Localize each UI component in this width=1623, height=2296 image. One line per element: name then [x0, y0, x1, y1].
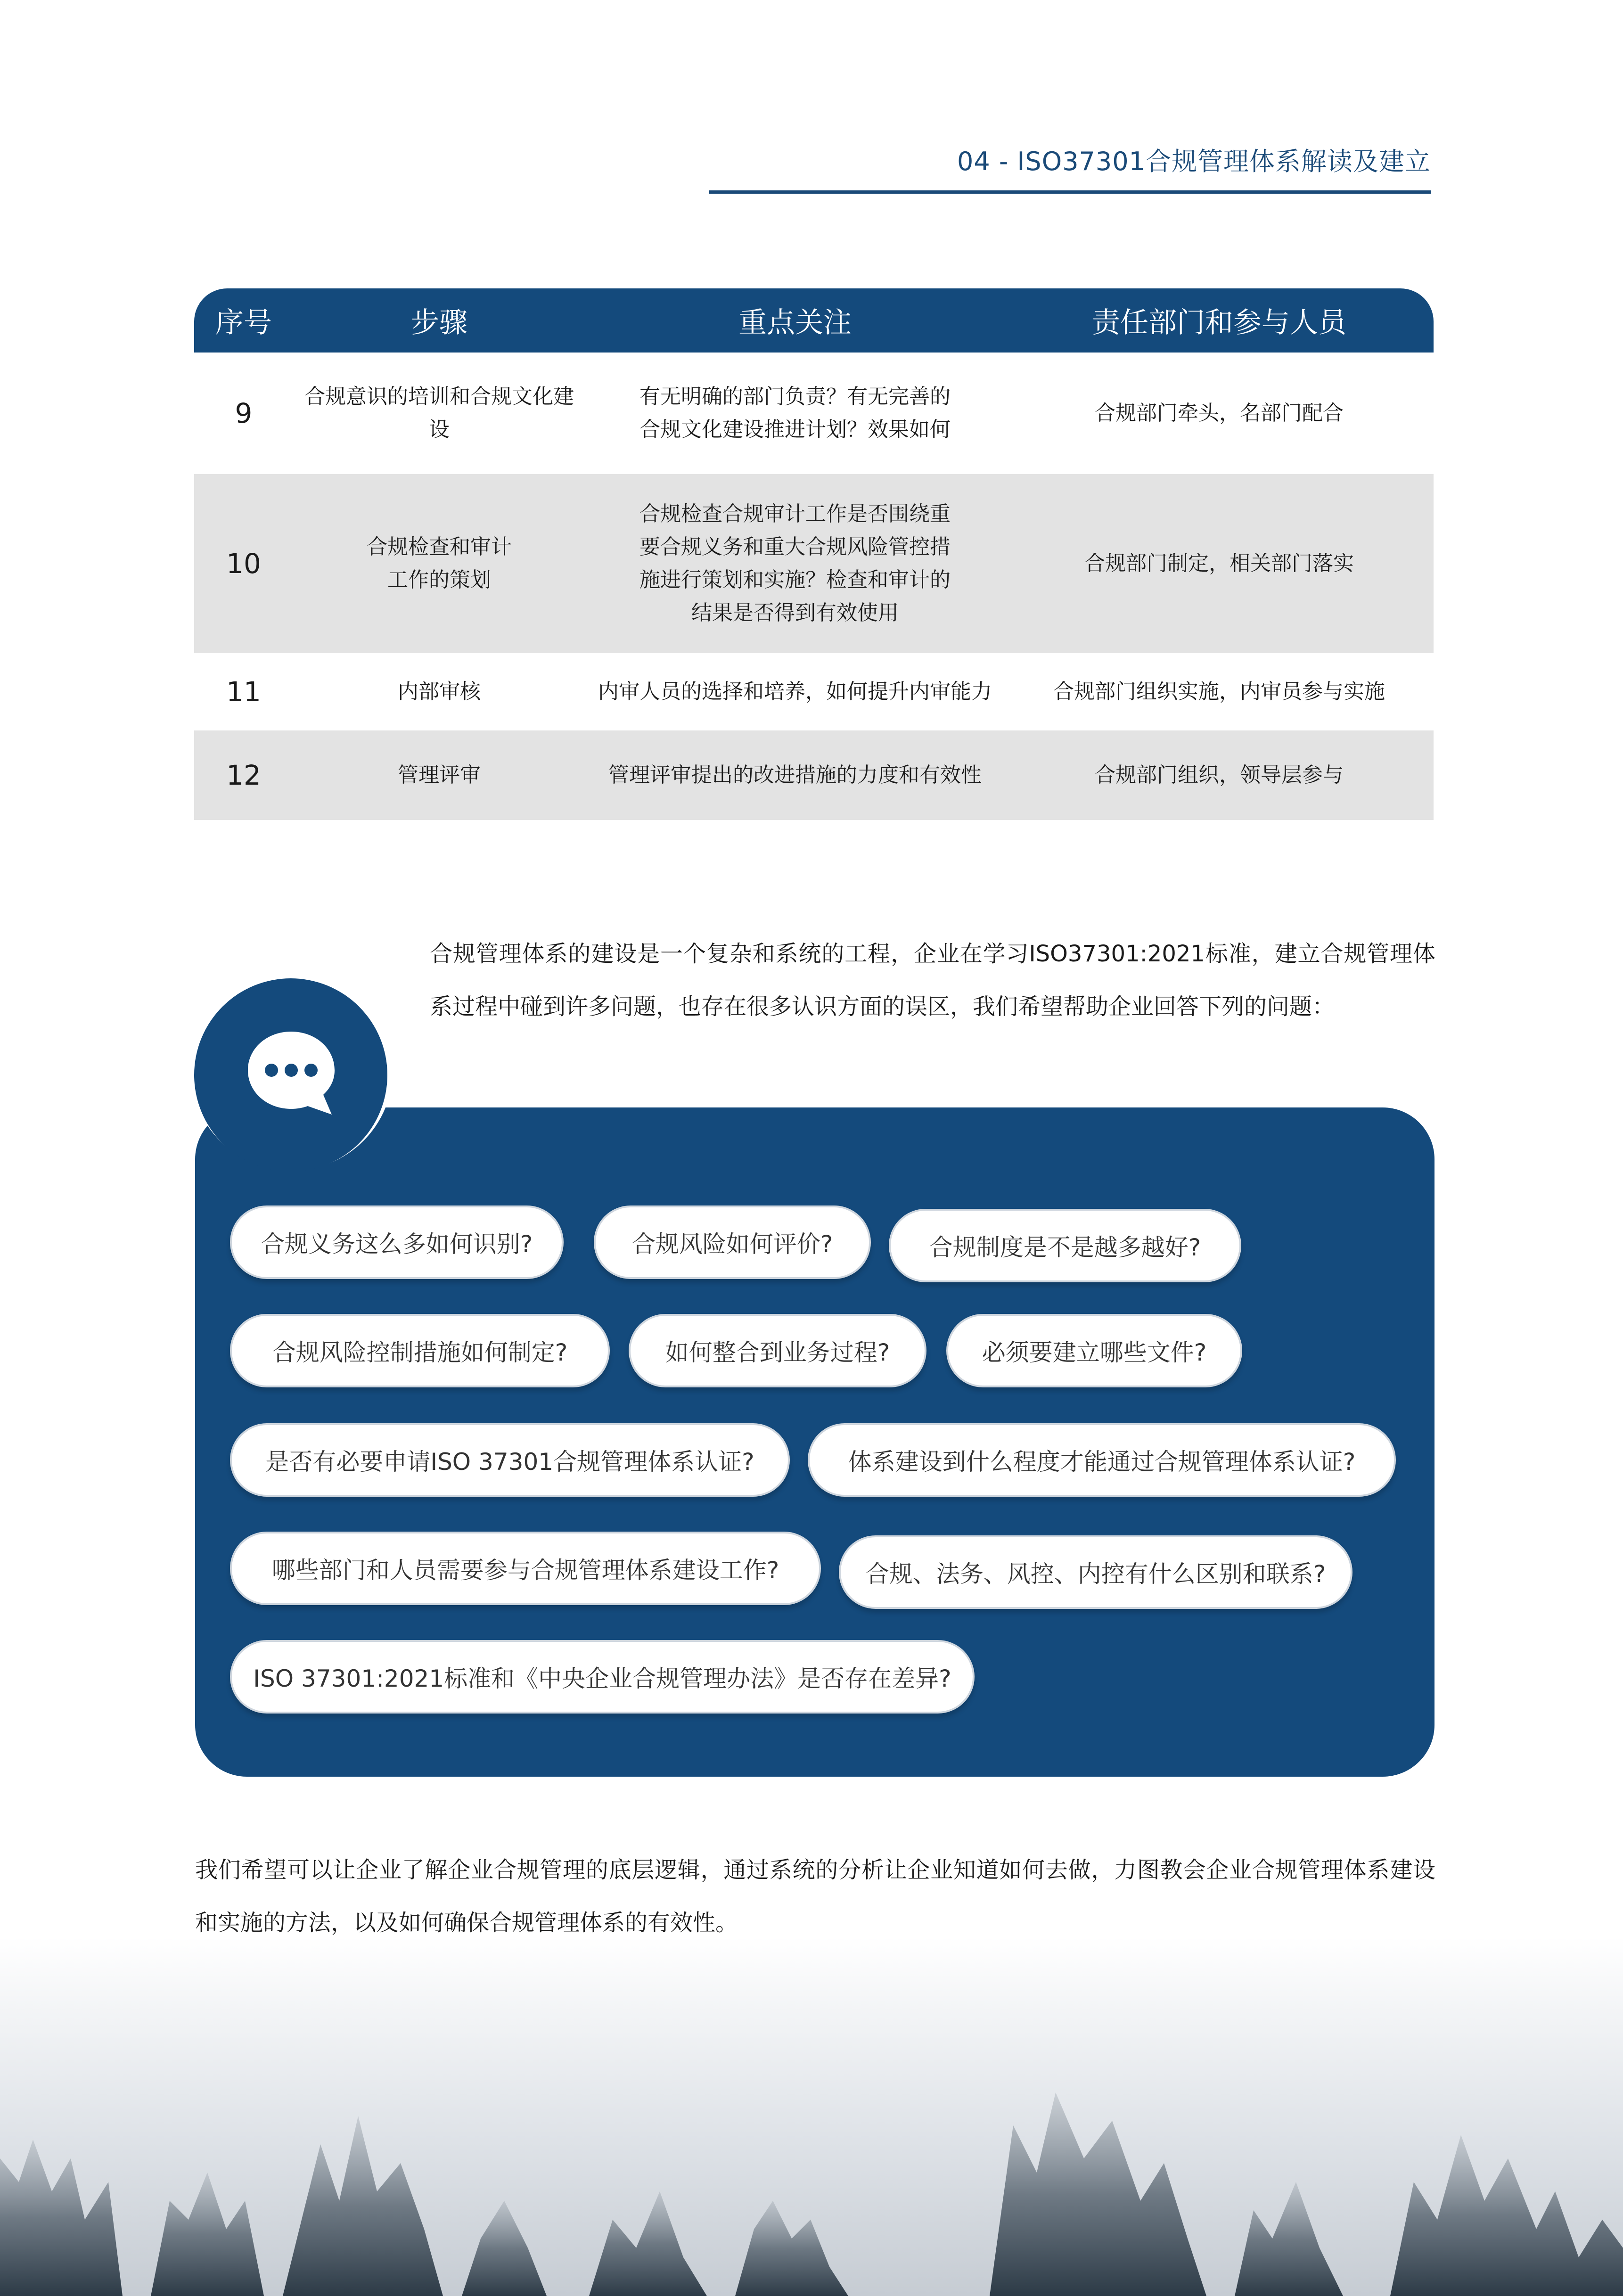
table-row	[194, 474, 1434, 653]
header-step: 步骤	[293, 288, 585, 353]
question-pill: 合规、法务、风控、内控有什么区别和联系?	[839, 1535, 1352, 1609]
row-focus: 合规检查合规审计工作是否围绕重要合规义务和重大合规风险管控措施进行策划和实施？检查和审计的结果是否得到有效使用	[585, 474, 1005, 653]
intro-paragraph: 合规管理体系的建设是一个复杂和系统的工程，企业在学习ISO37301:2021标准，建立合规管理体系过程中碰到许多问题，也存在很多认识方面的误区，我们希望帮助企业回答下列的问题：	[430, 941, 1435, 1020]
row-department: 合规部门组织实施，内审员参与实施	[1053, 680, 1385, 704]
row-focus: 有无明确的部门负责？有无完善的合规文化建设推进计划？效果如何	[639, 385, 951, 442]
question-pill: 是否有必要申请ISO 37301合规管理体系认证?	[230, 1423, 790, 1497]
header-number: 序号	[194, 288, 293, 353]
questions-panel	[195, 1107, 1434, 1777]
row-focus: 内审人员的选择和培养，如何提升内审能力	[598, 680, 992, 704]
header-divider	[709, 190, 1431, 194]
row-department: 合规部门牵头，名部门配合	[1095, 401, 1344, 425]
row-department: 合规部门组织，领导层参与	[1005, 730, 1434, 820]
steps-table	[194, 288, 1434, 820]
row-department: 合规部门制定，相关部门落实	[1005, 474, 1434, 653]
chat-badge	[190, 968, 393, 1171]
row-step: 合规检查和审计工作的策划	[293, 474, 585, 653]
forest-background-image	[0, 1937, 1623, 2296]
row-focus: 管理评审提出的改进措施的力度和有效性	[585, 730, 1005, 820]
closing-paragraph: 我们希望可以让企业了解企业合规管理的底层逻辑，通过系统的分析让企业知道如何去做，力图教会企业合规管理体系建设和实施的方法，以及如何确保合规管理体系的有效性。	[195, 1857, 1435, 1936]
page-section-title: 04 - ISO37301合规管理体系解读及建立	[957, 147, 1431, 176]
question-pill: 体系建设到什么程度才能通过合规管理体系认证?	[808, 1423, 1396, 1497]
row-step: 内部审核	[398, 680, 481, 704]
header-focus: 重点关注	[585, 288, 1005, 353]
table-row	[194, 353, 1434, 474]
table-row	[194, 730, 1434, 820]
row-number: 10	[194, 474, 293, 653]
header-department: 责任部门和参与人员	[1005, 288, 1434, 353]
chat-bubble-icon	[241, 1023, 341, 1123]
question-pill: 哪些部门和人员需要参与合规管理体系建设工作?	[230, 1532, 821, 1605]
question-pill: 合规风险控制措施如何制定?	[230, 1314, 610, 1387]
table-row	[194, 653, 1434, 730]
row-number: 11	[226, 676, 261, 708]
row-step: 管理评审	[293, 730, 585, 820]
row-step: 合规意识的培训和合规文化建设	[304, 385, 574, 442]
question-pill: 合规风险如何评价?	[594, 1205, 871, 1279]
question-pill: 必须要建立哪些文件?	[946, 1314, 1242, 1387]
row-number: 9	[235, 397, 253, 429]
question-pill: 合规义务这么多如何识别?	[230, 1205, 564, 1279]
question-pill: 如何整合到业务过程?	[629, 1314, 926, 1387]
table-header-row	[194, 288, 1434, 353]
question-pill: ISO 37301:2021标准和《中央企业合规管理办法》是否存在差异?	[230, 1640, 975, 1714]
row-number: 12	[194, 730, 293, 820]
question-pill: 合规制度是不是越多越好?	[889, 1209, 1241, 1282]
